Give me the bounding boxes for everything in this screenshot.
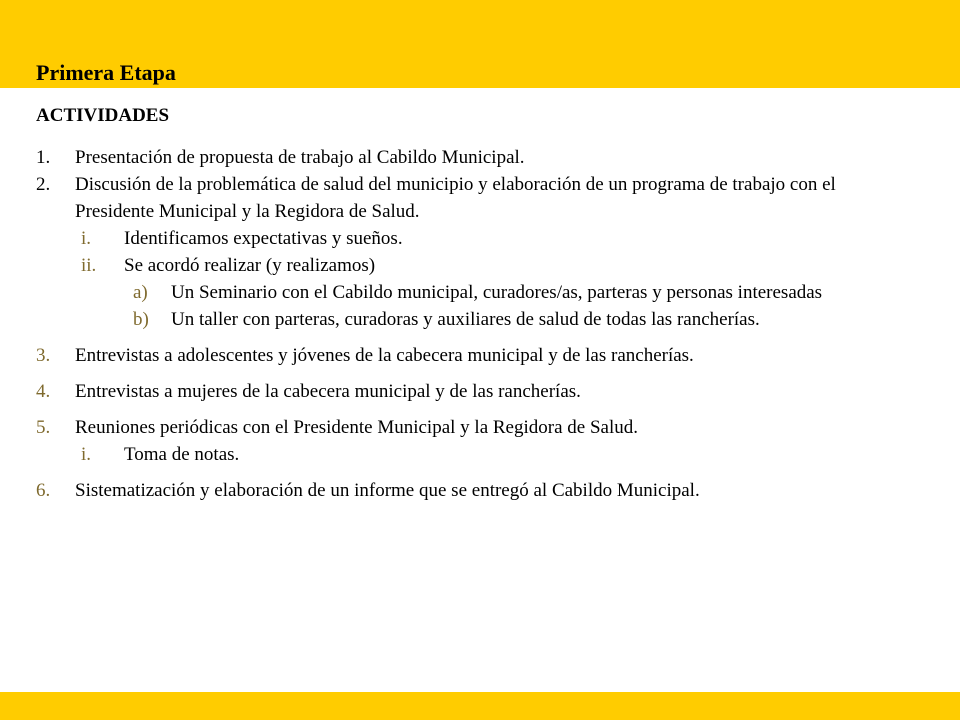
list-marker: 4. [36,381,51,402]
list-item-3 [36,342,916,369]
sub-item-5-i [36,441,916,468]
list-item-text: Entrevistas a mujeres de la cabecera municipal y de las rancherías. [75,381,581,402]
list-item-text: Se acordó realizar (y realizamos) [124,255,376,276]
sub-sub-item-a [36,279,916,306]
list-item-text: Un Seminario con el Cabildo municipal, curadores/as, parteras y personas interesadas [171,282,823,303]
slide-content [36,102,916,504]
list-item-5 [36,414,916,441]
list-item-text: Un taller con parteras, curadoras y auxiliares de salud de todas las rancherías. [171,309,760,330]
list-marker: b) [133,309,149,330]
list-item-text: Entrevistas a adolescentes y jóvenes de la cabecera municipal y de las rancherías. [75,345,694,366]
list-item-4 [36,378,916,405]
sub-item-2-i [36,225,916,252]
footer-band [0,692,960,720]
list-item-text: Sistematización y elaboración de un informe que se entregó al Cabildo Municipal. [75,480,700,501]
sub-sub-item-b [36,306,916,333]
section-heading: ACTIVIDADES [36,105,170,126]
list-marker: i. [81,444,92,465]
list-marker: 6. [36,480,51,501]
list-item-6 [36,477,916,504]
list-marker: i. [81,228,92,249]
list-item-2 [36,171,916,225]
list-item-text: Toma de notas. [124,444,240,465]
list-item-text: Presentación de propuesta de trabajo al Cabildo Municipal. [75,147,525,168]
list-item-text: Discusión de la problemática de salud del municipio y elaboración de un programa de trabajo con el Presidente Municipal y la Regidora de Salud. [75,174,836,222]
list-marker: a) [133,282,148,303]
list-marker: 1. [36,147,51,168]
list-marker: ii. [81,255,97,276]
list-marker: 3. [36,345,51,366]
list-marker: 2. [36,174,51,195]
list-item-text: Identificamos expectativas y sueños. [124,228,403,249]
list-item-text: Reuniones periódicas con el Presidente Municipal y la Regidora de Salud. [75,417,638,438]
list-marker: 5. [36,417,51,438]
list-item-1 [36,144,916,171]
sub-item-2-ii [36,252,916,279]
slide-title: Primera Etapa [36,60,176,85]
